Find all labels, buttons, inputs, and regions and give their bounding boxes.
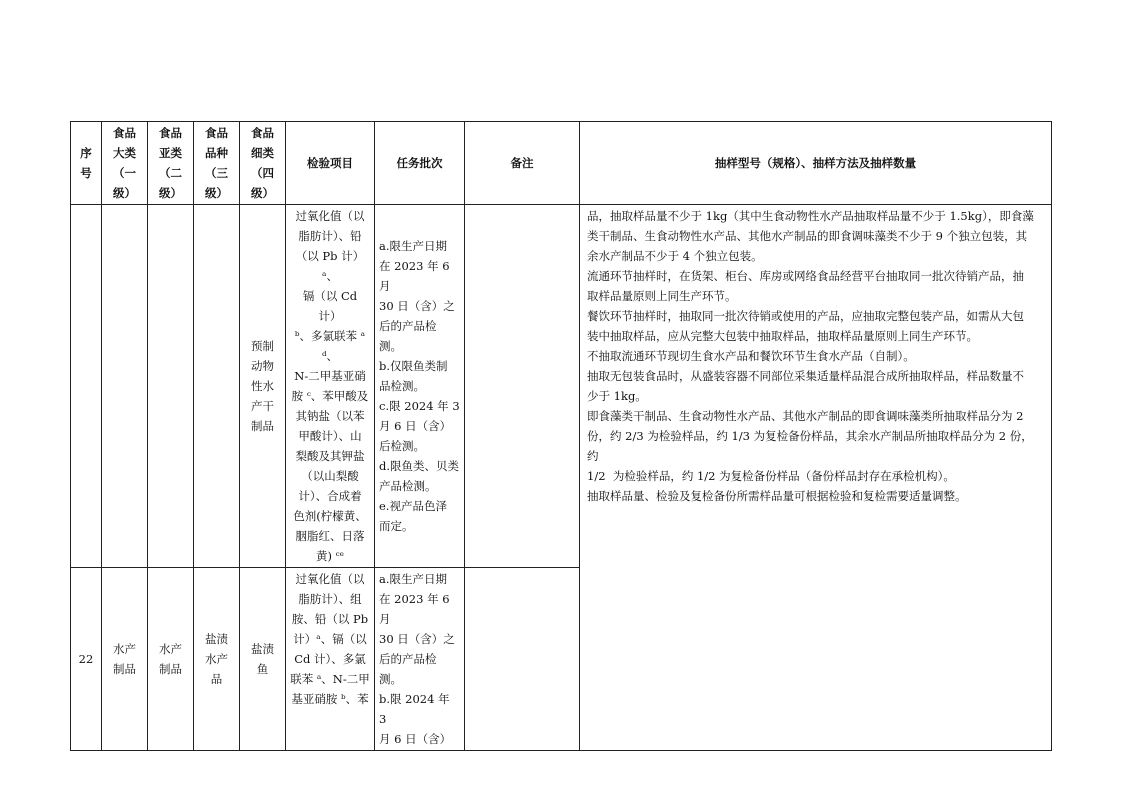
- cell-cat1: [102, 205, 148, 568]
- header-cat3: 食品 品种 （三 级）: [194, 122, 240, 205]
- cell-seq: 22: [71, 568, 102, 751]
- cell-cat2: [148, 205, 194, 568]
- header-notes: 备注: [465, 122, 580, 205]
- header-items: 检验项目: [286, 122, 375, 205]
- header-batch: 任务批次: [375, 122, 465, 205]
- header-sampling: 抽样型号（规格）、抽样方法及抽样数量: [580, 122, 1052, 205]
- cell-cat3: [194, 205, 240, 568]
- cell-cat4: 预制 动物 性水 产干 制品: [240, 205, 286, 568]
- sampling-plan-table: [70, 121, 1052, 751]
- cell-items: 过氧化值（以 脂肪计）、铅 （以 Pb 计）ᵃ、 镉（以 Cd 计） ᵇ、多氯联苯 ᵃᵈ、 N-二甲基亚硝 胺 ᶜ、苯甲酸及 其钠盐（以苯 甲酸计）、山 梨酸及其钾盐 （以山梨酸 计）、合成着 色剂(柠檬黄、 胭脂红、日落 黄) ᶜᵉ: [286, 205, 375, 568]
- cell-cat1: 水产 制品: [102, 568, 148, 751]
- header-seq: 序 号: [71, 122, 102, 205]
- cell-notes: [465, 205, 580, 568]
- cell-batch: a.限生产日期 在 2023 年 6 月 30 日（含）之 后的产品检 测。 b.仅限鱼类制 品检测。 c.限 2024 年 3 月 6 日（含） 后检测。 d.限鱼类、贝类 产品检测。 e.视产品色泽 而定。: [375, 205, 465, 568]
- table-row: [71, 205, 1052, 568]
- cell-seq: [71, 205, 102, 568]
- cell-notes: [465, 568, 580, 751]
- cell-batch: a.限生产日期 在 2023 年 6 月 30 日（含）之 后的产品检 测。 b.限 2024 年 3 月 6 日（含）: [375, 568, 465, 751]
- header-cat2: 食品 亚类 （二 级）: [148, 122, 194, 205]
- cell-cat3: 盐渍 水产 品: [194, 568, 240, 751]
- cell-cat4: 盐渍 鱼: [240, 568, 286, 751]
- header-cat1: 食品 大类 （一 级）: [102, 122, 148, 205]
- cell-items: 过氧化值（以 脂肪计）、组 胺、铅（以 Pb 计）ᵃ、镉（以 Cd 计）、多氯 联苯 ᵃ、N-二甲 基亚硝胺 ᵇ、苯: [286, 568, 375, 751]
- cell-sampling: 品，抽取样品量不少于 1kg（其中生食动物性水产品抽取样品量不少于 1.5kg），即食藻 类干制品、生食动物性水产品、其他水产制品的即食调味藻类不少于 9 个独立包装，其 余水产制品不少于 4 个独立包装。 流通环节抽样时，在货架、柜台、库房或网络食品经营平台抽取同一批次待销产品，抽 取样品量原则上同生产环节。 餐饮环节抽样时，抽取同一批次待销或使用的产品，应抽取完整包装产品，如需从大包 装中抽取样品，应从完整大包装中抽取样品，抽取样品量原则上同生产环节。 不抽取流通环节现切生食水产品和餐饮环节生食水产品（自制）。 抽取无包装食品时，从盛装容器不同部位采集适量样品混合成所抽取样品，样品数量不 少于 1kg。 即食藻类干制品、生食动物性水产品、其他水产制品的即食调味藻类所抽取样品分为 2 份，约 2/3 为检验样品，约 1/3 为复检备份样品，其余水产制品所抽取样品分为 2 份，约 1/2 为检验样品，约 1/2 为复检备份样品（备份样品封存在承检机构）。 抽取样品量、检验及复检备份所需样品量可根据检验和复检需要适量调整。: [580, 205, 1052, 751]
- header-cat4: 食品 细类 （四 级）: [240, 122, 286, 205]
- cell-cat2: 水产 制品: [148, 568, 194, 751]
- header-row: [71, 122, 1052, 205]
